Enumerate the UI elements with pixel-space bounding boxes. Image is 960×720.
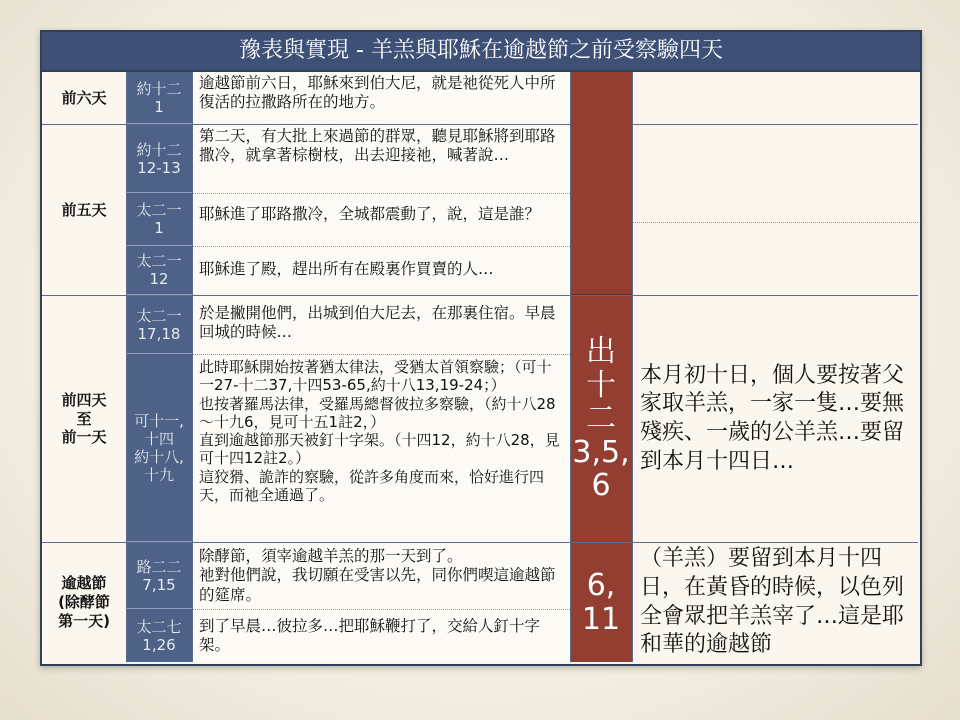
- exodus-text-top-blank: [632, 72, 918, 295]
- text-matt-21-17: 於是撇開他們，出城到伯大尼去，在那裏住宿。早晨回城的時候…: [192, 296, 570, 354]
- row-divider: [632, 124, 918, 125]
- exodus-text-12-3: [632, 296, 918, 542]
- text-john-12-1: 逾越節前六日，耶穌來到伯大尼，就是祂從死人中所復活的拉撒路所在的地方。: [192, 72, 570, 124]
- text-john-12-12: 第二天，有大批上來過節的群眾，聽見耶穌將到耶路撒冷，就拿著棕樹枝，出去迎接祂，喊著說…: [192, 125, 570, 193]
- text-matt-21-12: 耶穌進了殿，趕出所有在殿裏作買賣的人…: [192, 246, 570, 295]
- day-label-passover: 逾越節 (除酵節 第一天): [42, 543, 126, 662]
- ref-matt-21-12: 太二一 12: [126, 246, 192, 295]
- exodus-ref-top-blank: [570, 72, 632, 295]
- row-divider: [42, 295, 918, 296]
- ref-matt-21-17: 太二一 17,18: [126, 296, 192, 354]
- day-label-six: 前六天: [42, 72, 126, 124]
- text-matt-21-1: 耶穌進了耶路撒冷，全城都震動了，說，這是誰？: [192, 193, 570, 246]
- row-divider: [42, 124, 570, 125]
- day-label-five: 前五天: [42, 125, 126, 295]
- table-title: 豫表與實現 - 羊羔與耶穌在逾越節之前受察驗四天: [42, 32, 920, 72]
- column-divider: [126, 72, 127, 662]
- comparison-table: [40, 30, 922, 666]
- exodus-text-12-3-content: 本月初十日，個人要按著父家取羊羔，一家一隻…要無殘疾、一歲的公羊羔…要留到本月十四日…: [640, 362, 905, 474]
- entry-divider: [192, 193, 570, 194]
- ref-luke-22: 路二二 7,15: [126, 543, 192, 609]
- entry-divider: [632, 222, 918, 223]
- column-divider: [570, 72, 571, 662]
- exodus-ref-12-3: 出 十 二 3,5, 6: [570, 296, 632, 542]
- column-divider: [632, 72, 633, 662]
- ref-mark-john: 可十一, 十四 約十八, 十九: [126, 354, 192, 542]
- ref-matt-21-1: 太二一 1: [126, 193, 192, 246]
- exodus-text-12-6-content: （羊羔）要留到本月十四日，在黃昏的時候，以色列全會眾把羊羔宰了…這是耶和華的逾越節: [640, 546, 905, 658]
- ref-matt-27: 太二七 1,26: [126, 609, 192, 662]
- row-divider: [42, 542, 918, 543]
- text-luke-22: 除酵節，須宰逾越羊羔的那一天到了。 祂對他們說，我切願在受害以先，同你們喫這逾越節的筵席。: [192, 543, 570, 609]
- day-label-four-to-one: 前四天 至 前一天: [42, 296, 126, 542]
- column-divider: [192, 72, 193, 662]
- ref-john-12-1: 約十二 1: [126, 72, 192, 124]
- entry-divider: [192, 246, 570, 247]
- entry-divider: [192, 354, 570, 355]
- entry-divider: [192, 609, 570, 610]
- ref-john-12-12: 約十二 12-13: [126, 125, 192, 193]
- text-matt-27: 到了早晨…彼拉多…把耶穌鞭打了，交給人釘十字架。: [192, 609, 570, 662]
- exodus-text-12-6: [632, 543, 918, 662]
- text-examination: 此時耶穌開始按著猶太律法，受猶太首領察驗；（可十一27-十二37,十四53-65,約十八13,19-24；） 也按著羅馬法律，受羅馬總督彼拉多察驗，（約十八28～十九6，見可十五1註2，） 直到逾越節那天被釘十字架。（十四12，約十八28，見可十四12註2。） 這狡猾、詭詐的察驗，從許多角度而來，恰好進行四天，而祂全通過了。: [192, 354, 570, 542]
- exodus-ref-12-6: 6, 11: [570, 543, 632, 662]
